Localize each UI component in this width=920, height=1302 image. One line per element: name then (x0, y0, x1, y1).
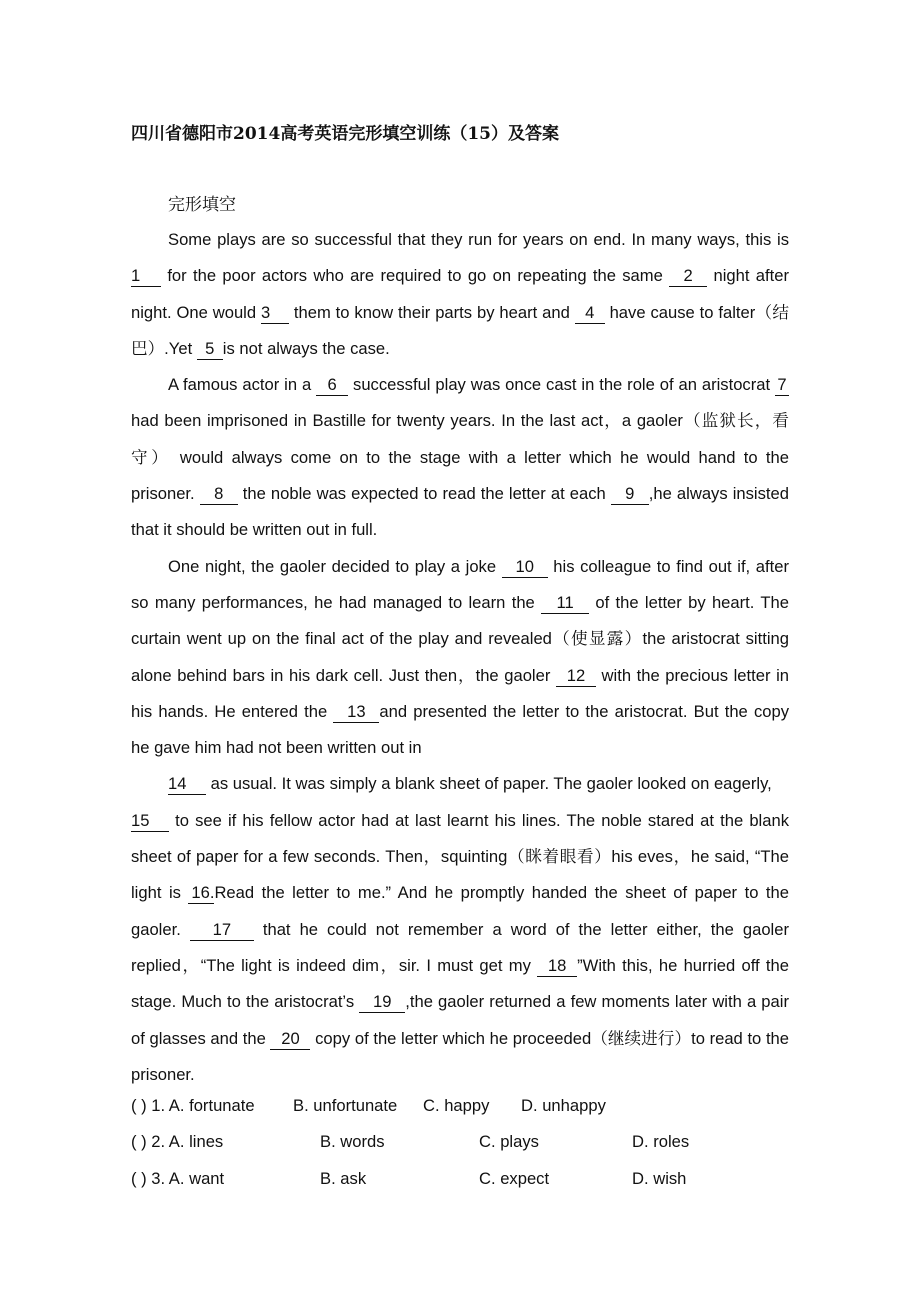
question-3 (131, 1161, 789, 1197)
passage-text: and presented the letter to the aristocrat. But the copy he gave him had not been written out in (131, 701, 789, 758)
passage-paragraph (131, 766, 789, 802)
blank-3: 3 (261, 303, 289, 324)
blank-14: 14 (168, 774, 206, 795)
blank-20: 20 (270, 1029, 310, 1050)
option-d: D. unhappy (521, 1096, 606, 1115)
passage-paragraph (131, 367, 789, 548)
passage-text: ,he always insisted that it should be written out in full. (131, 484, 789, 540)
cloze-passage (131, 222, 789, 1093)
passage-text: that he could not remember a word of the letter either, the gaoler replied，“The light is indeed dim，sir. I must get my (131, 919, 789, 975)
blank-15: 15 (131, 811, 169, 832)
passage-text: have cause to falter（结巴）.Yet (131, 302, 789, 358)
passage-text: One night, the gaoler decided to play a joke (168, 556, 502, 576)
passage-text: Some plays are so successful that they run for years on end. In many ways, this is (168, 230, 789, 249)
blank-7: 7 (775, 375, 789, 396)
section-heading: 完形填空 (168, 195, 236, 215)
passage-text: them to know their parts by heart and (289, 302, 575, 322)
passage-paragraph (131, 803, 789, 1093)
passage-text: to see if his fellow actor had at last learnt his lines. The noble stared at the blank sheet of paper for a few seconds. Then，squinting（眯着眼看）his eves，he said, “The light is (131, 810, 789, 903)
blank-8: 8 (200, 484, 238, 505)
blank-11: 11 (541, 593, 589, 614)
passage-text: night after night. One would (131, 266, 789, 322)
blank-12: 12 (556, 666, 596, 687)
passage-text: with the precious letter in his hands. He entered the (131, 665, 790, 721)
passage-text: Read the letter to me.” And he promptly handed the sheet of paper to the gaoler. (131, 883, 789, 939)
blank-2: 2 (669, 266, 707, 287)
option-d: D. wish (632, 1168, 687, 1188)
option-c: C. plays (479, 1132, 539, 1152)
question-prefix: ( ) 3. A. want (131, 1168, 225, 1188)
blank-16: 16. (188, 883, 214, 904)
option-c: C. happy (423, 1096, 490, 1115)
blank-4: 4 (575, 303, 605, 324)
passage-text: as usual. It was simply a blank sheet of paper. The gaoler looked on eagerly, (206, 774, 772, 794)
blank-6: 6 (316, 375, 348, 396)
question-2 (131, 1124, 789, 1160)
passage-paragraph (131, 549, 789, 767)
question-1 (131, 1088, 789, 1124)
passage-text: A famous actor in a (168, 375, 317, 395)
blank-13: 13 (333, 702, 379, 723)
question-list (131, 1088, 789, 1197)
option-b: B. words (320, 1132, 385, 1152)
passage-text: ”With this, he hurried off the stage. Much to the aristocrat’s (131, 955, 789, 1012)
option-b: B. unfortunate (293, 1096, 398, 1115)
passage-text: ,the gaoler returned a few moments later with a pair of glasses and the (131, 992, 789, 1048)
passage-text: for the poor actors who are required to go on repeating the same (161, 266, 670, 286)
document-title: 四川省德阳市2014高考英语完形填空训练（15）及答案 (131, 124, 559, 144)
question-prefix: ( ) 2. A. lines (131, 1132, 224, 1152)
passage-text: successful play was once cast in the role of an aristocrat (348, 375, 775, 395)
option-c: C. expect (479, 1168, 550, 1188)
passage-text: the noble was expected to read the letter at each (237, 484, 611, 504)
passage-text: copy of the letter which he proceeded（继续进行）to read to the prisoner. (131, 1028, 790, 1084)
option-b: B. ask (320, 1168, 367, 1188)
blank-17: 17 (190, 920, 254, 941)
blank-9: 9 (611, 484, 649, 505)
passage-text: of the letter by heart. The curtain went up on the final act of the play and revealed（使显露）the aristocrat sitting alone behind bars in his dark cell. Just then，the gaoler (131, 592, 789, 685)
option-d: D. roles (632, 1132, 690, 1152)
passage-text: is not always the case. (222, 338, 390, 358)
blank-1: 1 (131, 266, 161, 287)
blank-19: 19 (359, 992, 405, 1013)
passage-text: had been imprisoned in Bastille for twenty years. In the last act，a gaoler（监狱长，看守） would always come on to the stage with a letter which he would hand to the prisoner. (131, 411, 789, 504)
question-prefix: ( ) 1. A. fortunate (131, 1096, 255, 1115)
blank-10: 10 (502, 557, 548, 578)
blank-18: 18 (537, 956, 577, 977)
blank-5: 5 (197, 339, 223, 360)
passage-paragraph (131, 222, 789, 367)
passage-text: his colleague to find out if, after so many performances, he had managed to learn the (131, 556, 789, 612)
